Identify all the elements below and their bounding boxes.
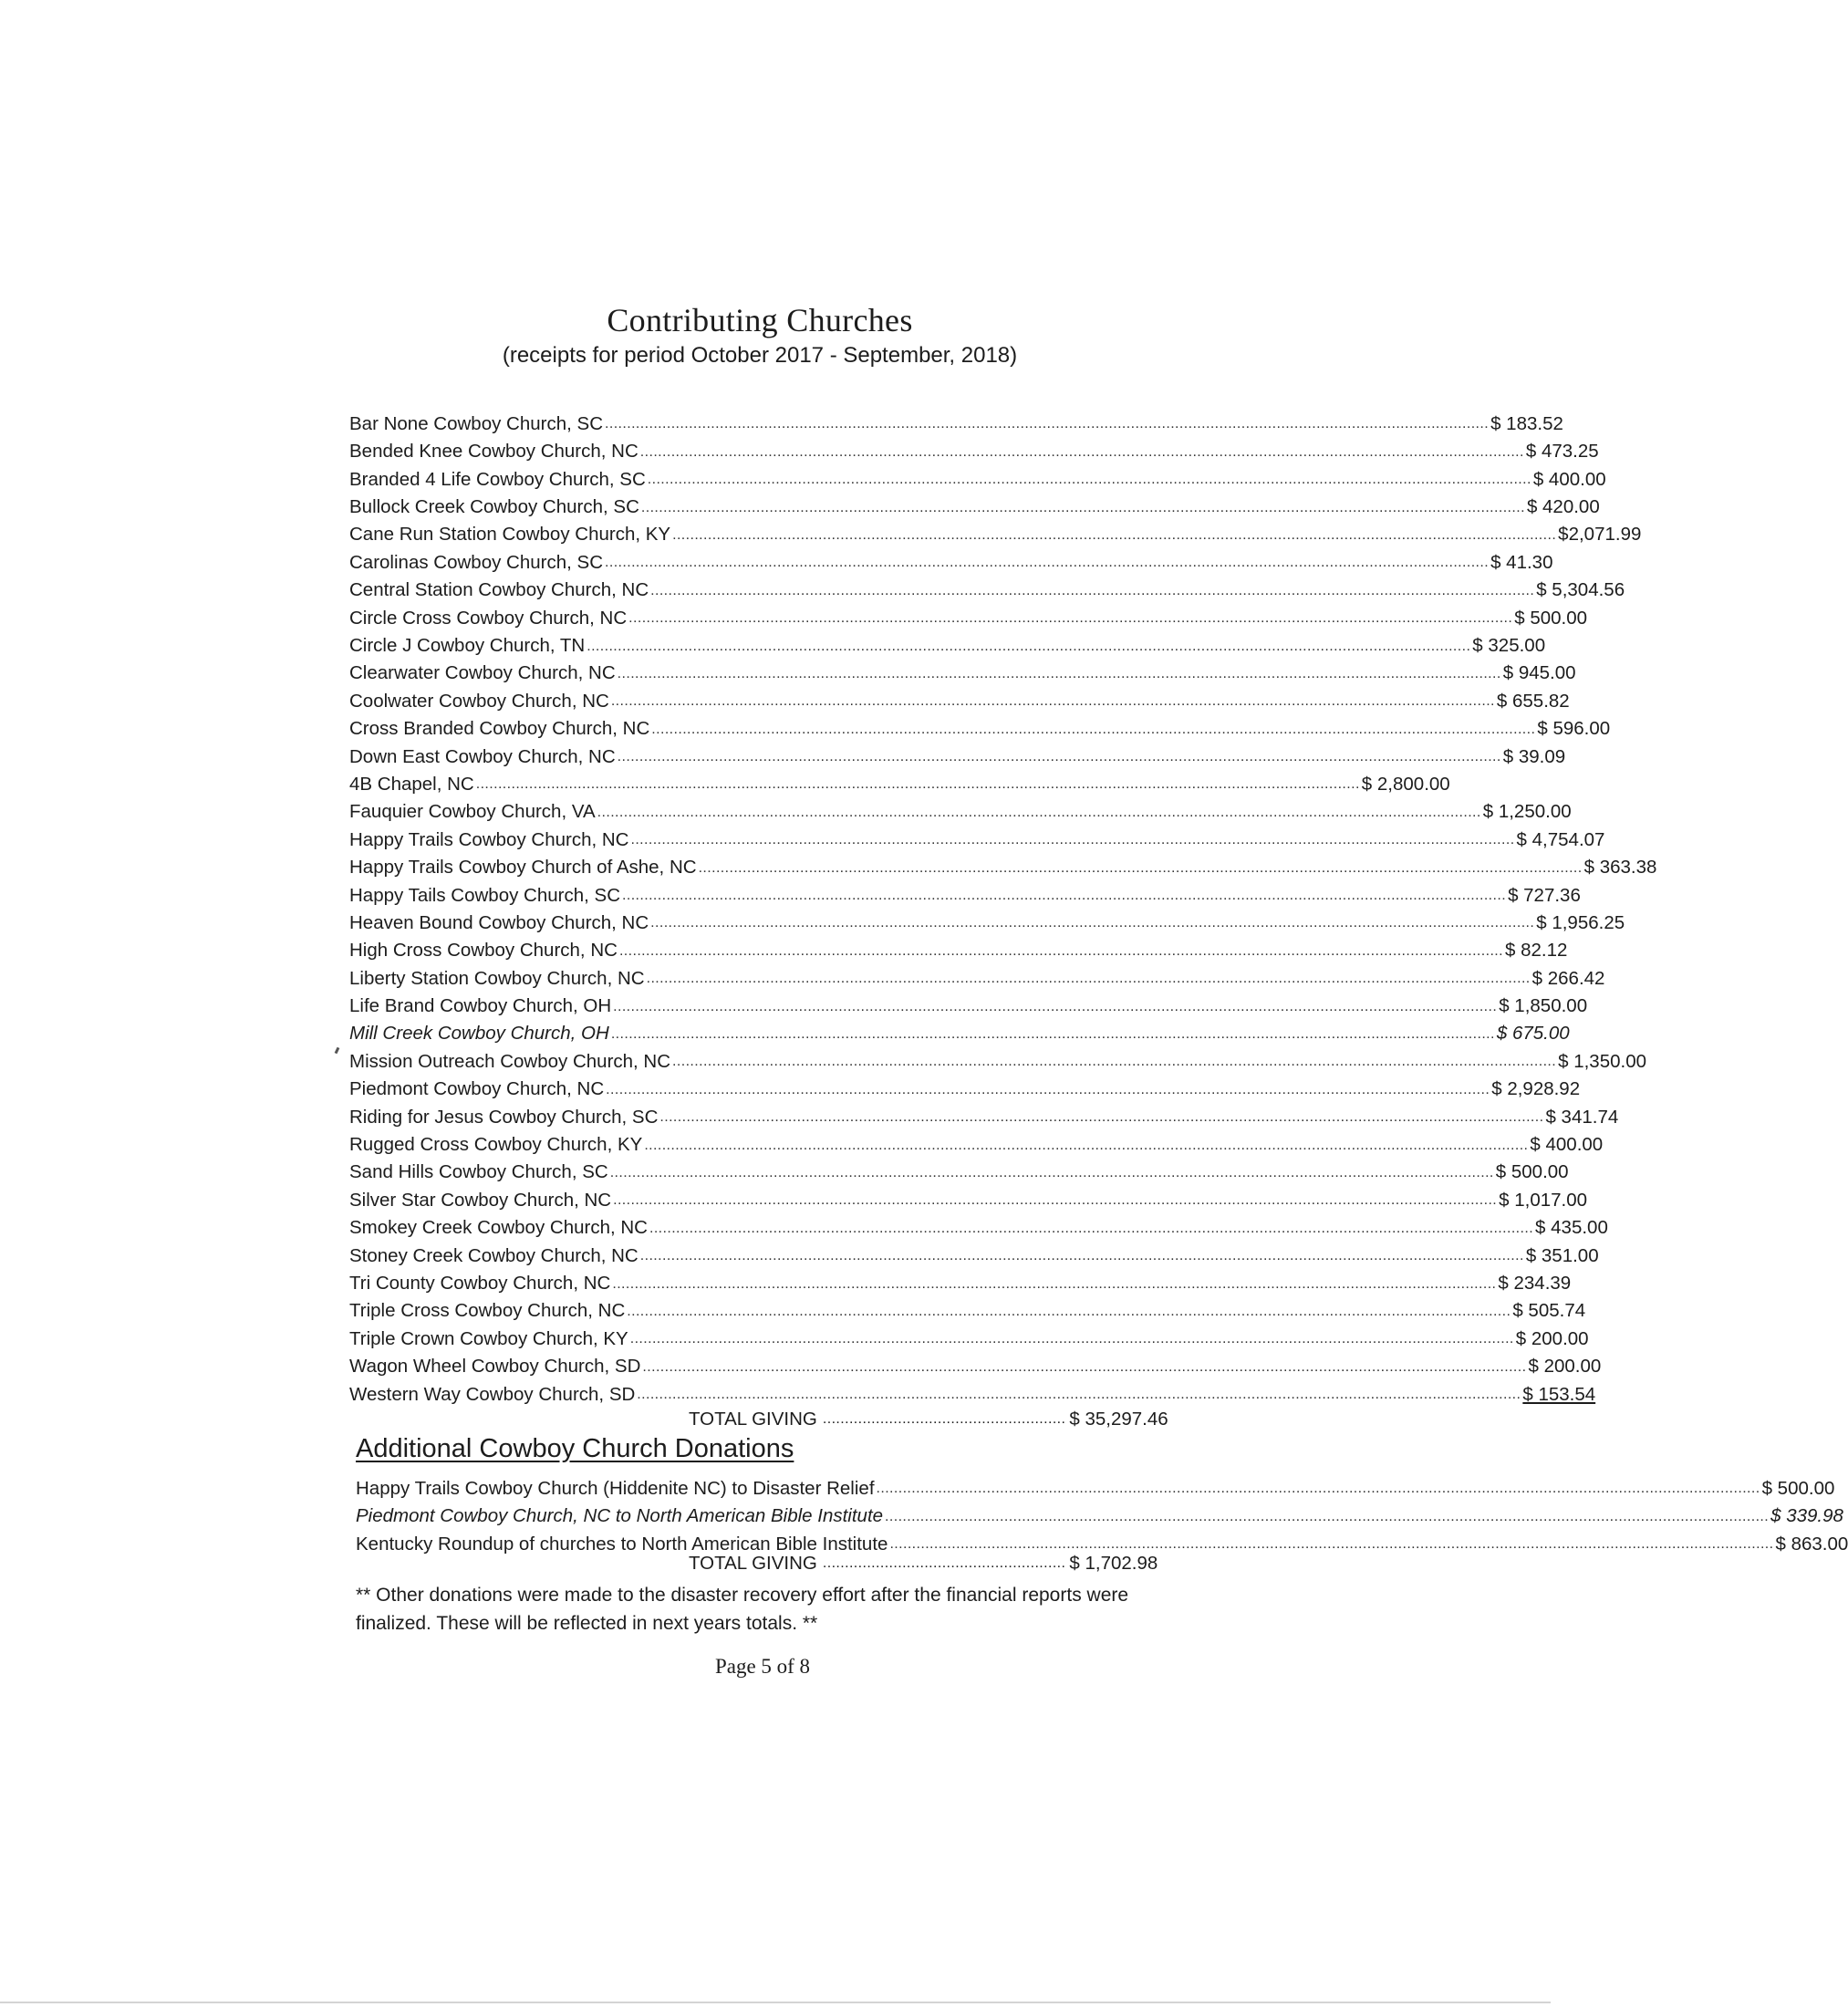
donation-row-name: Kentucky Roundup of churches to North American Bible Institute [356,1533,888,1555]
church-row-amount: $ 500.00 [1495,1161,1569,1183]
church-row [349,656,1576,684]
church-row-amount: $ 675.00 [1496,1023,1570,1045]
church-row-amount: $ 266.42 [1531,967,1605,989]
additional-total-amount: $ 1,702.98 [1069,1552,1158,1574]
church-row-name: Happy Trails Cowboy Church, NC [349,828,629,850]
church-row-amount: $ 435.00 [1535,1217,1608,1239]
church-row [349,739,1566,767]
leader-dots: ........................................................................................................................................................................................................ [613,998,1498,1014]
church-row [349,1348,1602,1378]
church-row-amount: $ 351.00 [1525,1244,1599,1266]
church-row [349,878,1581,906]
leader-dots: ........................................................................................................................................................................................................ [610,693,1495,710]
leader-dots: ........................................................................................................................................................................................................ [647,472,1531,488]
leader-dots: ........................................................................................................................................................................................................ [672,526,1557,543]
church-row-amount: $ 153.54 [1522,1383,1596,1405]
donation-row-amount: $ 339.98 [1770,1505,1843,1527]
leader-dots: ........................................................................................................................................................................................................ [629,1331,1514,1347]
leader-dots: ........................................................................................................................................................................................................ [475,776,1360,793]
church-row-name: Bar None Cowboy Church, SC [349,412,604,434]
church-row [349,1210,1608,1239]
church-row-name: Triple Crown Cowboy Church, KY [349,1327,628,1349]
leader-dots: ....................................................... [822,1411,1066,1427]
church-row [349,988,1588,1017]
leader-dots: ........................................................................................................................................................................................................ [613,1192,1498,1209]
church-row-name: Circle J Cowboy Church, TN [349,635,586,657]
church-row-amount: $ 200.00 [1528,1356,1602,1378]
church-row [349,1099,1619,1128]
donation-row-amount: $ 863.00 [1775,1533,1848,1555]
church-row [349,1294,1586,1322]
leader-dots: ........................................................................................................................................................................................................ [587,638,1471,654]
leader-dots: ........................................................................................................................................................................................................ [639,1248,1524,1264]
page-subtitle: (receipts for period October 2017 - September, 2018) [502,343,1018,368]
church-row-amount: $ 727.36 [1508,884,1581,906]
church-row-name: Wagon Wheel Cowboy Church, SD [349,1356,641,1378]
donation-row-name: Piedmont Cowboy Church, NC to North American Bible Institute [356,1505,884,1527]
church-row-name: Silver Star Cowboy Church, NC [349,1189,612,1211]
church-row [349,1016,1570,1045]
church-row-name: Mill Creek Cowboy Church, OH [349,1023,609,1045]
church-row-name: Bended Knee Cowboy Church, NC [349,441,638,463]
leader-dots: ........................................................................................................................................................................................................ [627,1303,1511,1319]
church-row [349,517,1642,546]
church-row-amount: $ 234.39 [1498,1273,1572,1294]
church-row-name: Rugged Cross Cowboy Church, KY [349,1134,643,1156]
footnote: ** Other donations were made to the disaster recovery effort after the financial reports were finalized. These will be reflected in next years totals. ** [356,1585,1129,1634]
donation-row-amount: $ 500.00 [1761,1477,1835,1499]
church-row-name: Clearwater Cowboy Church, NC [349,662,616,684]
church-row [349,1071,1581,1100]
church-row-name: Mission Outreach Cowboy Church, NC [349,1050,671,1072]
leader-dots: ........................................................................................................................................................................................................ [876,1481,1760,1497]
church-row-name: Tri County Cowboy Church, NC [349,1273,611,1294]
church-row [349,406,1563,434]
church-list [349,406,1657,1405]
leader-dots: ........................................................................................................................................................................................................ [612,1275,1497,1292]
church-row-amount: $ 363.38 [1583,857,1657,879]
scan-edge-line [0,2002,1551,2003]
church-row-amount: $ 596.00 [1537,718,1611,740]
additional-donations-list [356,1471,1848,1555]
church-row-name: Heaven Bound Cowboy Church, NC [349,911,649,933]
church-row-amount: $ 1,850.00 [1499,995,1588,1017]
total-giving-amount: $ 35,297.46 [1069,1408,1168,1430]
leader-dots: ....................................................... [822,1555,1066,1571]
church-row [349,1127,1604,1156]
leader-dots: ........................................................................................................................................................................................................ [609,1164,1494,1180]
church-row-name: Happy Tails Cowboy Church, SC [349,884,620,906]
church-row [349,545,1553,573]
leader-dots: ........................................................................................................................................................................................................ [650,915,1535,931]
church-row-name: Down East Cowboy Church, NC [349,745,616,767]
church-row-amount: $ 183.52 [1490,412,1563,434]
church-row-name: Riding for Jesus Cowboy Church, SC [349,1106,659,1128]
church-row-name: Circle Cross Cowboy Church, NC [349,607,628,629]
church-row [349,905,1625,933]
page-number: Page 5 of 8 [714,1655,811,1678]
church-row-amount: $ 655.82 [1496,690,1570,712]
church-row-name: Triple Cross Cowboy Church, NC [349,1300,626,1322]
church-row [349,600,1588,629]
church-row-amount: $ 4,754.07 [1516,828,1605,850]
leader-dots: ........................................................................................................................................................................................................ [617,749,1501,765]
church-row-amount: $ 505.74 [1512,1300,1586,1322]
church-row-amount: $ 500.00 [1514,607,1588,629]
church-row [349,849,1657,879]
church-row-name: Fauquier Cowboy Church, VA [349,801,596,823]
church-row-amount: $ 1,350.00 [1558,1050,1647,1072]
leader-dots: ........................................................................................................................................................................................................ [622,888,1507,904]
church-row-name: Carolinas Cowboy Church, SC [349,551,604,573]
church-row-amount: $ 400.00 [1530,1134,1604,1156]
leader-dots: ........................................................................................................................................................................................................ [698,859,1583,876]
leader-dots: ........................................................................................................................................................................................................ [889,1536,1774,1553]
church-row-name: High Cross Cowboy Church, NC [349,940,618,962]
scan-mark [335,1047,340,1055]
donation-row [356,1498,1843,1527]
leader-dots: ........................................................................................................................................................................................................ [628,610,1513,627]
church-row [349,1238,1599,1266]
church-row-name: 4B Chapel, NC [349,773,474,795]
church-row-name: Cane Run Station Cowboy Church, KY [349,524,671,546]
church-row-name: Sand Hills Cowboy Church, SC [349,1161,608,1183]
leader-dots: ........................................................................................................................................................................................................ [637,1387,1521,1403]
leader-dots: ........................................................................................................................................................................................................ [640,499,1525,515]
donation-row [356,1471,1835,1499]
church-row [349,683,1570,712]
church-row [349,794,1572,823]
church-row-name: Coolwater Cowboy Church, NC [349,690,609,712]
leader-dots: ........................................................................................................................................................................................................ [605,555,1490,571]
church-row-amount: $ 82.12 [1505,940,1568,962]
church-row-name: Liberty Station Cowboy Church, NC [349,967,645,989]
church-row [349,932,1568,962]
total-giving-label: TOTAL GIVING [689,1408,817,1430]
leader-dots: ........................................................................................................................................................................................................ [618,942,1503,959]
leader-dots: ........................................................................................................................................................................................................ [644,1137,1529,1153]
church-row-amount: $ 200.00 [1515,1327,1589,1349]
leader-dots: ........................................................................................................................................................................................................ [646,971,1531,987]
church-row-name: Western Way Cowboy Church, SD [349,1383,636,1405]
church-row [349,433,1599,463]
church-row [349,711,1611,740]
church-row-amount: $ 1,250.00 [1482,801,1572,823]
church-row [349,462,1606,490]
church-row [349,822,1605,850]
leader-dots: ........................................................................................................................................................................................................ [639,443,1524,460]
church-row [349,572,1625,601]
church-row [349,1182,1588,1211]
church-row-amount: $ 473.25 [1525,441,1599,463]
church-row-name: Life Brand Cowboy Church, OH [349,995,612,1017]
leader-dots: ........................................................................................................................................................................................................ [606,1081,1490,1097]
church-row-name: Bullock Creek Cowboy Church, SC [349,496,639,518]
church-row-amount: $ 5,304.56 [1536,579,1625,601]
church-row-amount: $ 1,017.00 [1499,1189,1588,1211]
church-row-amount: $ 420.00 [1526,496,1600,518]
additional-total-label: TOTAL GIVING [689,1552,817,1574]
church-row [349,766,1450,795]
church-row-name: Branded 4 Life Cowboy Church, SC [349,468,646,490]
church-row-amount: $ 325.00 [1472,635,1546,657]
church-row-amount: $ 945.00 [1502,662,1576,684]
additional-heading: Additional Cowboy Church Donations [356,1434,794,1463]
church-row-name: Cross Branded Cowboy Church, NC [349,718,650,740]
leader-dots: ........................................................................................................................................................................................................ [605,416,1490,432]
leader-dots: ........................................................................................................................................................................................................ [630,832,1515,848]
leader-dots: ........................................................................................................................................................................................................ [617,665,1501,681]
church-row [349,1044,1647,1072]
church-row-name: Happy Trails Cowboy Church of Ashe, NC [349,857,697,879]
leader-dots: ........................................................................................................................................................................................................ [672,1054,1557,1070]
church-row [349,961,1605,989]
leader-dots: ........................................................................................................................................................................................................ [650,582,1535,598]
church-row [349,1155,1569,1183]
donation-row-name: Happy Trails Cowboy Church (Hiddenite NC) to Disaster Relief [356,1477,875,1499]
leader-dots: ........................................................................................................................................................................................................ [597,804,1481,820]
church-row-name: Smokey Creek Cowboy Church, NC [349,1217,648,1239]
church-row [349,1321,1589,1349]
church-row-name: Piedmont Cowboy Church, NC [349,1078,605,1100]
church-row-name: Stoney Creek Cowboy Church, NC [349,1244,638,1266]
church-row-name: Central Station Cowboy Church, NC [349,579,649,601]
leader-dots: ........................................................................................................................................................................................................ [642,1358,1527,1375]
leader-dots: ........................................................................................................................................................................................................ [651,721,1536,737]
leader-dots: ........................................................................................................................................................................................................ [610,1025,1495,1042]
church-row-amount: $ 1,956.25 [1536,911,1625,933]
church-row [349,1265,1572,1294]
leader-dots: ........................................................................................................................................................................................................ [649,1220,1534,1236]
total-giving-row [689,1401,1168,1430]
church-row-amount: $ 400.00 [1532,468,1606,490]
church-row [349,1377,1596,1405]
church-row [349,489,1600,518]
church-row-amount: $ 341.74 [1545,1106,1619,1128]
church-row-amount: $ 2,928.92 [1491,1078,1581,1100]
church-row-amount: $2,071.99 [1558,524,1642,546]
leader-dots: ........................................................................................................................................................................................................ [885,1508,1770,1524]
church-row-amount: $ 41.30 [1490,551,1553,573]
church-row-amount: $ 2,800.00 [1361,773,1450,795]
church-row [349,628,1546,657]
page-title: Contributing Churches [607,302,913,338]
leader-dots: ........................................................................................................................................................................................................ [659,1109,1544,1126]
additional-total-row [689,1545,1158,1574]
church-row-amount: $ 39.09 [1502,745,1566,767]
